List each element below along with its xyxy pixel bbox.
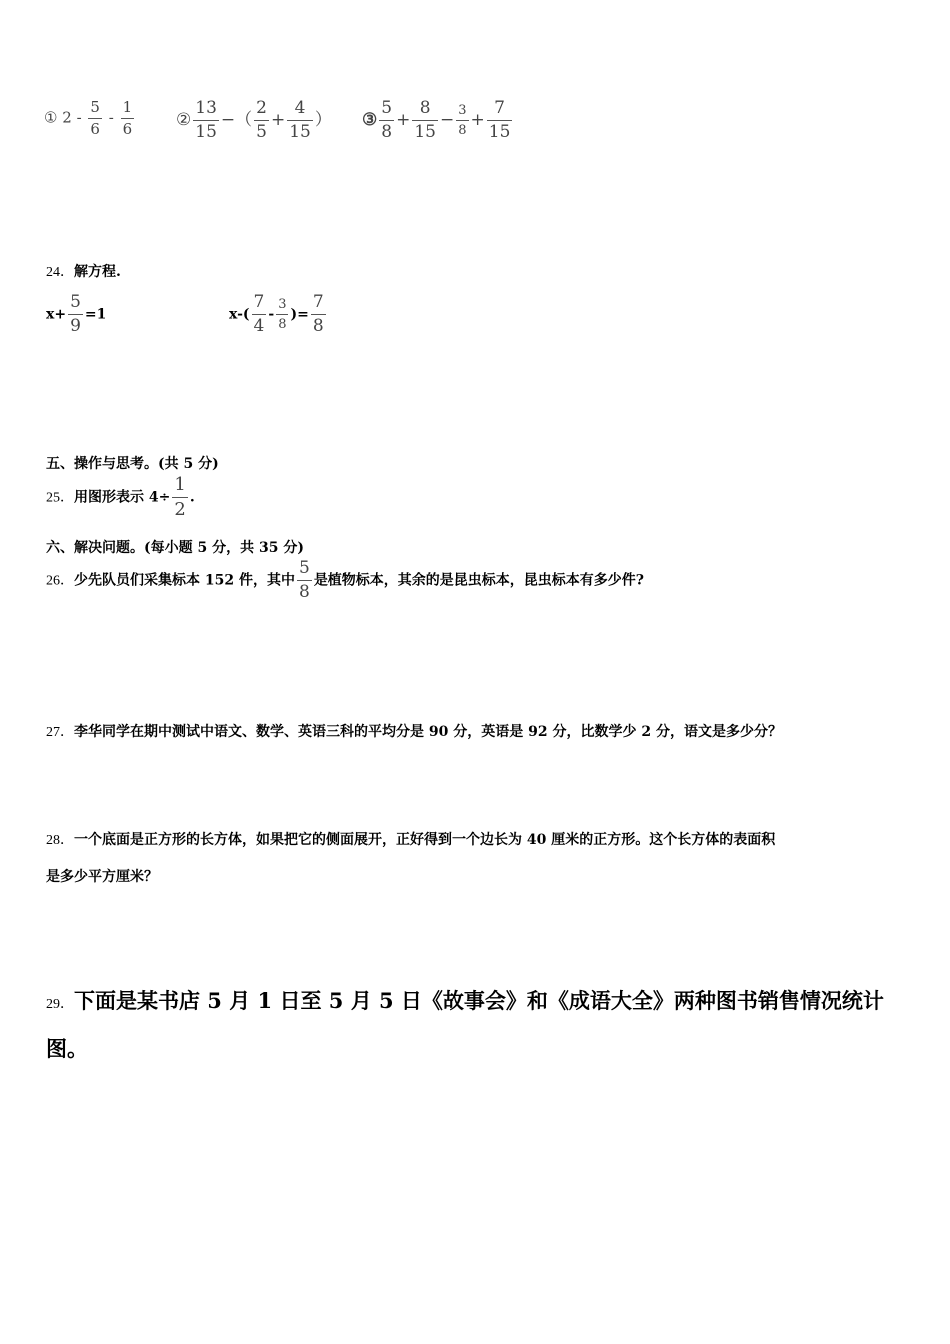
expr-3: ③ $\frac{5}{8}$ + $\frac{8}{15}$ − $\frac{3}{8}$ + $\frac{7}{15}$ bbox=[362, 98, 511, 142]
fraction: $\frac{4}{15}$ bbox=[289, 98, 311, 142]
fraction: $\frac{7}{4}$ bbox=[253, 292, 265, 336]
fraction: $\frac{1}{2}$ bbox=[174, 474, 186, 520]
equation-1: x+ $\frac{5}{9}$ =1 bbox=[46, 292, 107, 336]
expr-3-label: ③ bbox=[362, 110, 378, 130]
fraction: $\frac{8}{15}$ bbox=[414, 98, 436, 142]
expr-1: ① 2 - $\frac{5}{6}$ - $\frac{1}{6}$ bbox=[44, 98, 133, 138]
fraction: $\frac{7}{8}$ bbox=[312, 292, 324, 336]
equation-2: x-( $\frac{7}{4}$ - $\frac{3}{8}$ )= $\frac{7}{8}$ bbox=[229, 292, 324, 336]
expr-2-label: ② bbox=[176, 110, 192, 130]
q29-line-2: 图。 bbox=[46, 1036, 88, 1061]
fraction: $\frac{1}{6}$ bbox=[122, 98, 133, 138]
q25: 25．用图形表示 4÷ $\frac{1}{2}$ . bbox=[46, 474, 195, 520]
fraction: $\frac{5}{8}$ bbox=[298, 558, 310, 602]
fraction: $\frac{3}{8}$ bbox=[278, 297, 287, 332]
fraction: $\frac{5}{9}$ bbox=[70, 292, 81, 336]
q28-line-2: 是多少平方厘米？ bbox=[46, 869, 158, 885]
q28-line-1: 28．一个底面是正方形的长方体，如果把它的侧面展开，正好得到一个边长为 40 厘米的正方形。这个长方体的表面积 bbox=[46, 832, 776, 848]
expr-1-label: ① bbox=[44, 108, 58, 127]
fraction: $\frac{3}{8}$ bbox=[458, 103, 467, 138]
q27: 27．李华同学在期中测试中语文、数学、英语三科的平均分是 90 分，英语是 92 分，比数学少 2 分，语文是多少分？ bbox=[46, 724, 782, 740]
fraction: $\frac{5}{6}$ bbox=[90, 98, 100, 138]
section-6-title: 六、解决问题。(每小题 5 分，共 35 分) bbox=[46, 540, 304, 556]
section-5-title: 五、操作与思考。(共 5 分) bbox=[46, 456, 219, 472]
fraction: $\frac{5}{8}$ bbox=[381, 98, 393, 142]
q29-line-1: 29．下面是某书店 5 月 1 日至 5 月 5 日《故事会》和《成语大全》两种图书销售情况统计 bbox=[46, 988, 884, 1013]
q26: 26．少先队员们采集标本 152 件，其中 $\frac{5}{8}$ 是植物标本，其余的是昆虫标本，昆虫标本有多少件? bbox=[46, 558, 645, 602]
fraction: $\frac{7}{15}$ bbox=[488, 98, 511, 142]
expr-2: ② $\frac{13}{15}$ −（ $\frac{2}{5}$ + $\frac{4}{15}$ ） bbox=[176, 98, 332, 142]
fraction: $\frac{13}{15}$ bbox=[195, 98, 217, 142]
fraction: $\frac{2}{5}$ bbox=[256, 98, 267, 142]
q24-heading: 24．解方程. bbox=[46, 264, 121, 280]
